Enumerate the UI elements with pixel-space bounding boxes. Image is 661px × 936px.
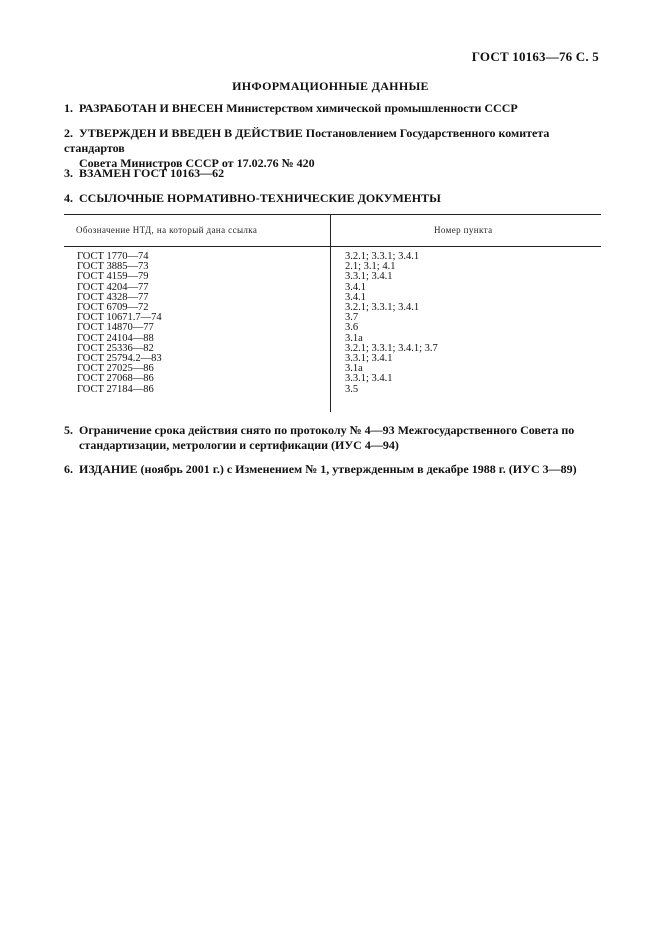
item-text-line1: Ограничение срока действия снято по протоколу № 4—93 Межгосударственного Совета по [79,423,575,437]
table-cell-clause: 3.2.1; 3.3.1; 3.4.1; 3.7 [345,342,438,354]
document-title: ИНФОРМАЦИОННЫЕ ДАННЫЕ [232,79,429,93]
table-cell-designation: ГОСТ 27025—86 [77,363,154,375]
table-cell-designation: ГОСТ 27184—86 [77,383,154,395]
item-text-line1: УТВЕРЖДЕН И ВВЕДЕН В ДЕЙСТВИЕ Постановлением Государственного комитета стандартов [64,126,550,155]
table-cell-clause: 3.6 [345,322,359,334]
table-cell-clause: 3.1а [345,363,363,375]
item-text: ИЗДАНИЕ (ноябрь 2001 г.) с Изменением № 1, утвержденным в декабре 1988 г. (ИУС 3—89) [79,462,577,476]
reference-documents-table [64,214,601,412]
item-number: 1. [64,101,76,115]
item-number: 2. [64,126,76,140]
info-item-5 [64,423,600,453]
table-cell-designation: ГОСТ 27068—86 [77,373,154,385]
item-number: 6. [64,462,76,476]
table-cell-designation: ГОСТ 25794.2—83 [77,353,162,365]
item-text-line2: стандартизации, метрологии и сертификации (ИУС 4—94) [79,438,399,452]
table-top-rule [64,214,601,215]
table-cell-clause: 3.7 [345,312,359,324]
info-item-3 [64,166,600,181]
info-item-1 [64,101,600,116]
table-header-clause-number: Номер пункта [434,225,493,235]
item-text: ВЗАМЕН ГОСТ 10163—62 [79,166,225,180]
table-column-divider [330,214,331,412]
item-text: РАЗРАБОТАН И ВНЕСЕН Министерством химической промышленности СССР [79,101,518,115]
table-cell-clause: 3.2.1; 3.3.1; 3.4.1 [345,302,420,314]
table-cell-designation: ГОСТ 4159—79 [77,271,149,283]
table-cell-designation: ГОСТ 10671.7—74 [77,312,162,324]
table-header-rule [64,246,601,247]
item-text: ССЫЛОЧНЫЕ НОРМАТИВНО-ТЕХНИЧЕСКИЕ ДОКУМЕНТЫ [79,191,441,205]
info-item-6 [64,462,600,477]
table-cell-clause: 3.5 [345,383,359,395]
table-cell-clause: 3.3.1; 3.4.1 [345,271,393,283]
item-number: 4. [64,191,76,205]
table-cell-clause: 2.1; 3.1; 4.1 [345,261,396,273]
table-header-designation: Обозначение НТД, на который дана ссылка [76,225,258,235]
table-cell-clause: 3.4.1 [345,291,366,303]
table-cell-clause: 3.3.1; 3.4.1 [345,373,393,385]
table-cell-designation: ГОСТ 6709—72 [77,302,149,314]
table-cell-clause: 3.2.1; 3.3.1; 3.4.1 [345,251,420,262]
item-number: 3. [64,166,76,180]
table-cell-designation: ГОСТ 4328—77 [77,291,149,303]
table-cell-designation: ГОСТ 25336—82 [77,342,154,354]
clause-number-column [345,252,585,395]
table-cell-designation: ГОСТ 1770—74 [77,251,149,262]
page-header: ГОСТ 10163—76 С. 5 [471,49,599,64]
item-text-line2: Совета Министров СССР от 17.02.76 № 420 [79,156,315,170]
table-cell-designation: ГОСТ 4204—77 [77,281,149,293]
designation-column [77,252,317,395]
table-cell-clause: 3.1а [345,332,363,344]
item-number: 5. [64,423,76,437]
info-item-4 [64,191,600,206]
table-cell-clause: 3.4.1 [345,281,366,293]
table-cell-designation: ГОСТ 24104—88 [77,332,154,344]
table-cell-designation: ГОСТ 14870—77 [77,322,154,334]
info-item-2 [64,126,600,171]
table-cell-designation: ГОСТ 3885—73 [77,261,149,273]
table-cell-clause: 3.3.1; 3.4.1 [345,353,393,365]
